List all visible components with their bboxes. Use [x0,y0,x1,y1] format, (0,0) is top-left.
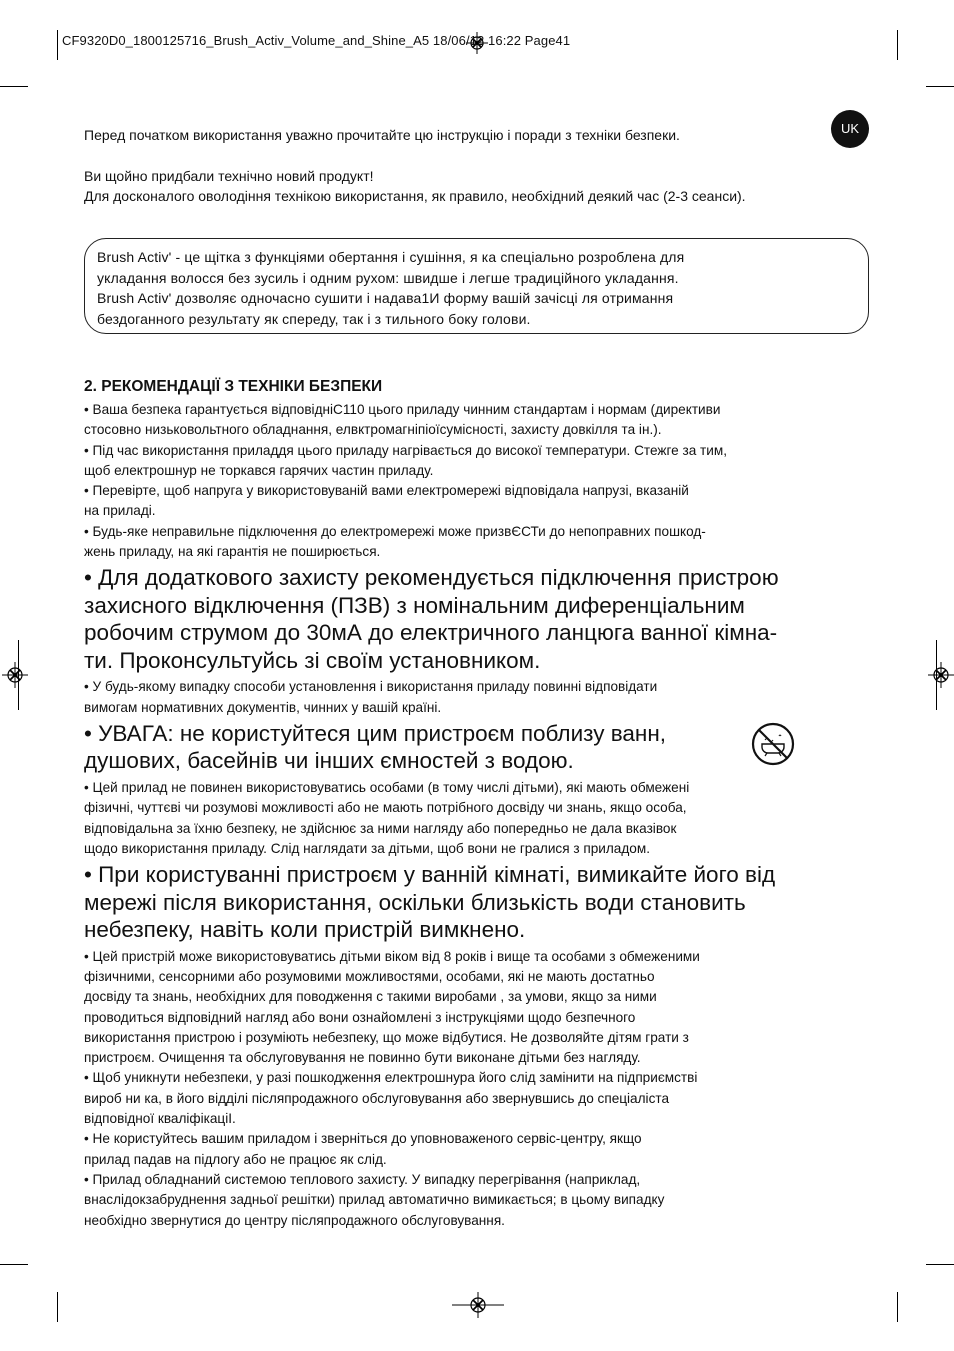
text-line: вимогам нормативних документів, чинних у вашій країні. [84,699,442,715]
crop-mark [57,1292,58,1322]
box-line: бездоганного результату як спереду, так і з тильного боку голови. [97,310,531,327]
text-line: досвіду та знань, необхідних для поводження с такими виробами , за умови, якщо за ними [84,989,657,1005]
safety-paragraph [84,400,874,562]
text-line: вироб ни ка, в його відділі післяпродажного обслуговування або звернувшись до спеціаліста [84,1090,670,1106]
intro-line: Ви щойно придбали технічно новий продукт! [84,168,374,184]
text-line: • Цей пристрій може використовуватись дітьми віком від 8 років і вище та особами з обмеженими [84,948,700,964]
text-line: щоб електрошнур не торкався гарячих частин приладу. [84,462,434,478]
text-line: • Не користуйтесь вашим приладом і зверніться до уповноваженого сервіс-центру, якщо [84,1131,642,1147]
intro-line: Перед початком використання уважно прочитайте цю інструкцію і поради з техніки безпеки. [84,127,680,143]
crop-mark [897,1292,898,1322]
text-line: • При користуванні пристроєм у ванній кімнаті, вимикайте його від [84,862,776,888]
box-line: Brush Activ' дозволяє одночасно сушити і надава1И форму вашій зачісці ля отримання [97,290,674,306]
text-line: відповідальна за їхню безпеку, не здійснює за ними нагляду або попередньо не дала вказівок [84,820,677,836]
text-line: жень приладу, на які гарантія не поширюється. [84,544,381,560]
text-line: захисного відключення (ПЗВ) з номінальним диференціальним [84,592,745,618]
crop-mark [0,1264,28,1265]
registration-mark-icon [928,662,954,688]
text-line: стосовно низьковольтного обладнання, елвктромагніпіоїсумісності, захисту довкілля та ін.). [84,422,662,438]
bathroom-warning [84,861,874,944]
text-line: • Для додаткового захисту рекомендується підключення пристрою [84,565,779,591]
text-line: • Прилад обладнаний системою теплового захисту. У випадку перегрівання (наприклад, [84,1171,641,1187]
rcd-warning [84,564,874,674]
text-line: фізичними, сенсорними або розумовими можливостями, особами, які не мають достатньо [84,968,655,984]
crop-mark [897,30,898,60]
crop-mark [0,86,28,87]
text-line: внаслідокзабруднення задньої решітки) прилад автоматично вимикається; в цьому випадку [84,1192,665,1208]
safety-paragraph [84,677,874,718]
text-line: щодо використання приладу. Слід наглядати за дітьми, щоб вони не гралися з приладом. [84,840,650,856]
intro-line: Для досконалого оволодіння технікою використання, як правило, необхідний деякий час (2-3 сеанси). [84,188,746,204]
text-line: відповідної кваліфікаціІ. [84,1111,236,1127]
text-line: • УВАГА: не користуйтеся цим пристроєм поблизу ванн, [84,720,667,746]
crop-mark [926,86,954,87]
text-line: проводиться відповідний нагляд або вони ознайомлені з інструкціями щодо безпечного [84,1009,636,1025]
text-line: робочим струмом до 30мА до електричного ланцюга ванної кімна- [84,620,778,646]
registration-mark-icon [452,1292,504,1318]
text-line: фізичні, чуттєві чи розумові можливості або не мають потрібного досвіду чи знань, якщо особа, [84,800,687,816]
text-line: використання пристрою і розуміють небезпеку, що може відбутися. Не дозволяйте дітям грати з [84,1029,689,1045]
section-heading: 2. РЕКОМЕНДАЦІЇ З ТЕХНІКИ БЕЗПЕКИ [84,378,383,395]
text-line: небезпеку, навіть коли пристрій вимкнено. [84,917,526,943]
safety-section [84,376,874,1231]
text-line: мережі після використання, оскільки близькість води становить [84,889,746,915]
text-line: • Ваша безпека гарантується відповідніС110 цього приладу чинним стандартам і нормам (директиви [84,402,721,417]
safety-paragraph [84,778,874,859]
text-line: ти. Проконсультуйсь зі своїм установником. [84,647,541,673]
text-line: • Щоб уникнути небезпеки, у разі пошкодження електрошнура його слід замінити на підприємстві [84,1070,698,1086]
text-line: на приладі. [84,503,156,519]
text-line: • Під час використання приладдя цього приладу нагрівається до високої температури. Стежге за тим, [84,442,727,458]
no-bathtub-icon [751,722,795,766]
language-badge: UK [831,110,869,148]
print-slug: CF9320D0_1800125716_Brush_Activ_Volume_and_Shine_A5 18/06/12 16:22 Page41 [62,33,571,48]
text-line: • Будь-яке неправильне підключення до електромережі може призвЄСТи до непоправних пошкод- [84,523,706,539]
crop-mark [57,30,58,60]
crop-mark [926,1264,954,1265]
text-line: душових, басейнів чи інших ємностей з водою. [84,748,574,774]
box-line: укладання волосся без зусиль і одним рухом: швидше і легше традиційного укладання. [97,269,679,286]
product-description-box [84,238,869,334]
text-line: • Цей прилад не повинен використовуватись особами (в тому числі дітьми), які мають обмежені [84,779,690,795]
safety-paragraph [84,947,874,1231]
text-line: • Перевірте, щоб напруга у використовуваній вами електромережі відповідала напрузі, вказаній [84,483,689,499]
text-line: • У будь-якому випадку способи установлення і використання приладу повинні відповідати [84,679,658,695]
box-line: Brush Activ' - це щітка з функціями обертання і сушіння, я ка спеціально розроблена для [97,249,685,265]
registration-mark-icon [2,662,28,688]
text-line: пристроєм. Очищення та обслуговування не повинно бути виконане дітьми без нагляду. [84,1050,641,1066]
text-line: необхідно звернутися до центру післяпродажного обслуговування. [84,1212,505,1228]
text-line: прилад падав на підлогу або не працює як слід. [84,1151,387,1167]
